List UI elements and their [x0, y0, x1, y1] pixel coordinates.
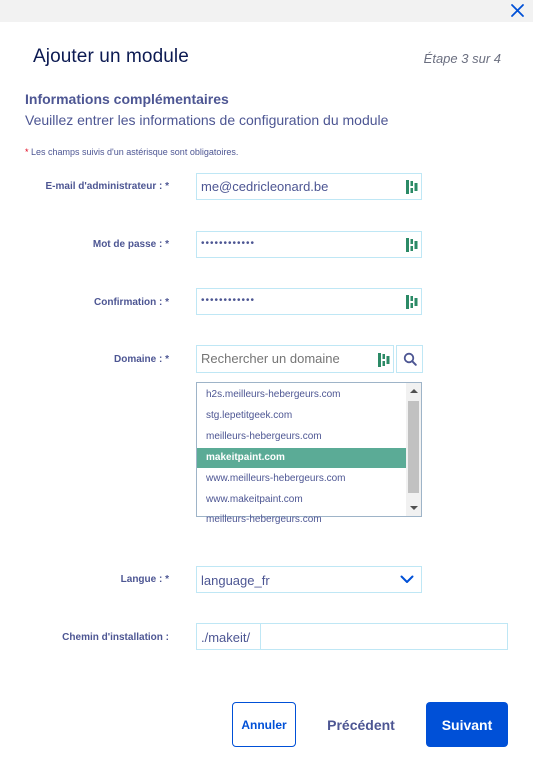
password-field[interactable]: •••••••••••• — [201, 238, 256, 249]
domain-option[interactable]: h2s.meilleurs-hebergeurs.com — [206, 389, 341, 400]
section-title: Informations complémentaires — [25, 91, 229, 107]
confirmation-field[interactable]: •••••••••••• — [201, 295, 256, 306]
password-field-wrapper[interactable] — [196, 231, 422, 258]
modal-top-bar — [0, 0, 533, 22]
domain-option[interactable]: meilleurs-hebergeurs.com — [206, 431, 322, 442]
email-field[interactable] — [197, 174, 401, 199]
listbox-scrollbar[interactable] — [406, 383, 421, 516]
scroll-thumb[interactable] — [408, 401, 419, 493]
previous-button[interactable]: Précédent — [316, 702, 406, 747]
install-path-label: Chemin d'installation : — [62, 632, 169, 643]
domain-search-wrapper — [196, 345, 394, 373]
scroll-down-icon[interactable] — [410, 506, 418, 510]
email-label: E-mail d'administrateur : * — [45, 181, 169, 192]
password-label: Mot de passe : * — [92, 239, 169, 250]
section-description: Veuillez entrer les informations de configuration du module — [25, 112, 389, 128]
required-fields-note — [25, 147, 238, 157]
domain-label: Domaine : * — [113, 354, 169, 365]
email-field-wrapper — [196, 173, 422, 200]
keepass-icon[interactable] — [406, 238, 418, 252]
install-path-input[interactable] — [261, 624, 515, 649]
domain-search-input[interactable] — [197, 346, 377, 371]
domain-search-button[interactable] — [396, 345, 423, 373]
required-note-text: Les champs suivis d'un astérisque sont obligatoires. — [28, 147, 239, 157]
confirmation-label: Confirmation : * — [94, 297, 169, 308]
domain-option-selected[interactable]: makeitpaint.com — [197, 448, 406, 468]
install-path-wrapper — [260, 623, 508, 650]
domain-option[interactable]: www.meilleurs-hebergeurs.com — [206, 473, 346, 484]
chevron-down-icon — [400, 575, 414, 584]
next-button[interactable]: Suivant — [426, 702, 508, 747]
modal-title: Ajouter un module — [33, 46, 189, 67]
domain-option[interactable]: www.makeitpaint.com — [206, 494, 303, 505]
cancel-button[interactable]: Annuler — [232, 702, 296, 747]
keepass-icon[interactable] — [406, 180, 418, 194]
step-indicator: Étape 3 sur 4 — [423, 51, 501, 66]
domain-listbox[interactable] — [196, 382, 422, 525]
language-label: Langue : * — [120, 574, 169, 585]
search-icon — [403, 352, 417, 366]
keepass-icon[interactable] — [406, 295, 418, 309]
domain-option[interactable]: stg.lepetitgeek.com — [206, 410, 293, 421]
close-button[interactable] — [507, 0, 527, 20]
confirmation-field-wrapper[interactable] — [196, 288, 422, 315]
keepass-icon[interactable] — [378, 353, 390, 367]
install-path-prefix: ./makeit/ — [196, 623, 260, 650]
close-icon — [511, 4, 524, 17]
language-select[interactable] — [196, 566, 422, 593]
scroll-up-icon[interactable] — [410, 389, 418, 393]
language-select-value: language_fr — [201, 573, 270, 588]
required-star: * — [25, 147, 29, 157]
domain-option[interactable]: meilleurs-hebergeurs.com — [206, 514, 322, 525]
